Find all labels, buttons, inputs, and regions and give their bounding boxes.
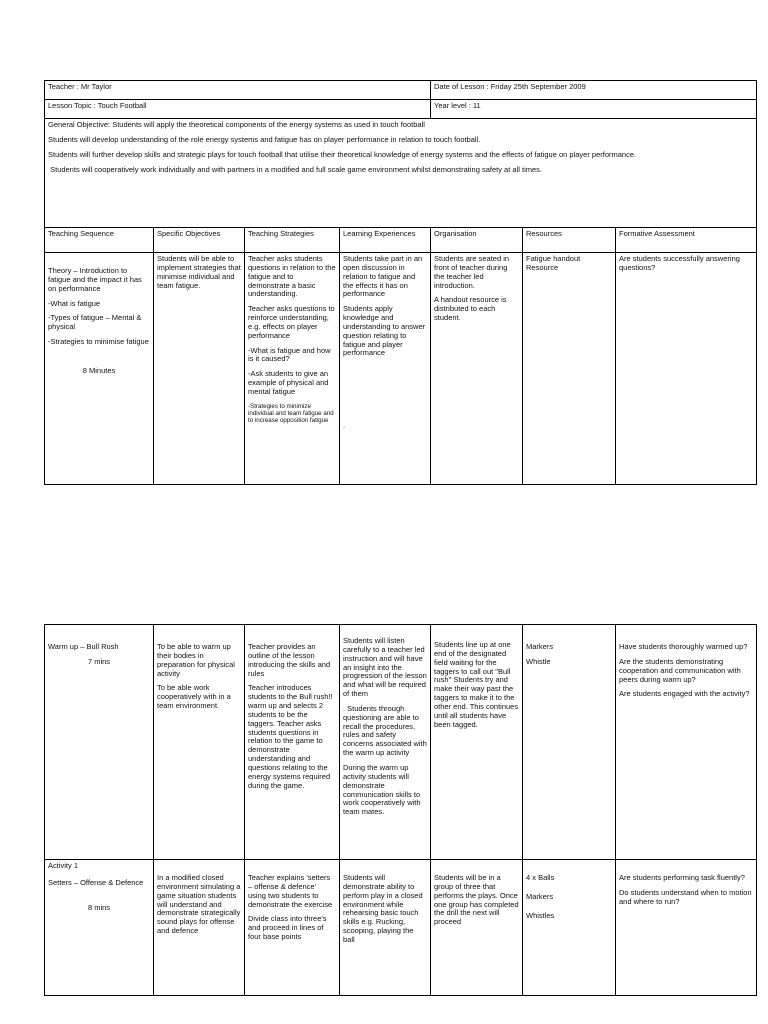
activity1-resources-cell (523, 860, 616, 996)
theory-types-of-fatigue: -Types of fatigue – Mental & physical (48, 313, 142, 332)
lesson-date-cell: Date of Lesson : Friday 25th September 2009 (431, 81, 757, 100)
warmup-learning-cell (340, 625, 431, 860)
theory-resources-cell: Fatigue handout Resource (523, 253, 616, 485)
theory-learning-cell (340, 253, 431, 485)
col-header-formative-assessment: Formative Assessment (616, 228, 757, 253)
table-row-theory (45, 253, 757, 485)
activity1-organisation-cell (431, 860, 523, 996)
warmup-strategy-1: Teacher provides an outline of the lesson introducing the skills and rules (248, 642, 331, 678)
teacher-cell: Teacher : Mr Taylor (45, 81, 431, 100)
warmup-sequence-cell (45, 625, 154, 860)
warmup-strategy-2: Teacher introduces students to the Bull rush!! warm up and selects 2 students to be the taggers. Teacher asks students questions in relation to the game to demonstrate understanding and questions relating to the energy systems required during the game. (248, 683, 333, 790)
col-header-teaching-sequence: Teaching Sequence (45, 228, 154, 253)
warmup-assessment-3: Are students engaged with the activity? (619, 689, 750, 699)
general-objective: General Objective: Students will apply the theoretical components of the energy systems as used in touch football (48, 120, 425, 129)
lesson-topic-cell: Lesson Topic : Touch Football (45, 100, 431, 119)
col-header-specific-objectives: Specific Objectives (154, 228, 245, 253)
year-level-cell: Year level : 11 (431, 100, 757, 119)
objectives-cell (45, 119, 757, 228)
warmup-learning-3: During the warm up activity students will demonstrate communication skills to work cooperatively with team mates. (343, 762, 421, 817)
activity1-assessment-cell (616, 860, 757, 996)
activity1-objective: In a modified closed environment simulating a game situation students will understand and demonstrate strategically sound plays for offense and defence (157, 873, 241, 936)
theory-what-is-fatigue: -What is fatigue (48, 298, 101, 308)
warmup-resources-cell (523, 625, 616, 860)
activity1-resource-balls: 4 x Balls (526, 873, 555, 882)
column-header-row (45, 228, 757, 253)
theory-strategy-1: Teacher asks students questions in relation to the fatigue and to demonstrate a basic understanding. (248, 254, 336, 299)
theory-strategy-2: Teacher asks questions to reinforce understanding, e.g. effects on player performance (248, 304, 335, 340)
theory-strategy-3: -What is fatigue and how is it caused? (248, 345, 331, 364)
objective-4: Students will cooperatively work individually and with partners in a modified and full scale game environment whilst demonstrating safety at all times. (48, 164, 542, 174)
theory-organisation-1: Students are seated in front of teacher during the teacher led introduction. (434, 254, 510, 290)
warmup-learning-2: . Students through questioning are able to recall the procedures, rules and safety concerns associated with the warm up activity (343, 703, 427, 758)
theory-strategy-5: -Strategies to minimize individual and team fatigue and to increase opposition fatigue (248, 402, 334, 425)
activity1-organisation: Students will be in a group of three that performs the plays. Once one group has completed the drill the next will proceed (434, 873, 519, 927)
theory-duration: 8 Minutes (82, 365, 116, 375)
theory-organisation-2: A handout resource is distributed to each student. (434, 295, 507, 323)
lesson-plan-table-page-2 (44, 624, 757, 996)
activity1-objectives-cell (154, 860, 245, 996)
activity1-learning-cell (340, 860, 431, 996)
activity1-sequence-cell (45, 860, 154, 996)
warmup-objective-1: To be able to warm up their bodies in preparation for physical activity (157, 642, 235, 678)
theory-strategy-4: -Ask students to give an example of physical and mental fatigue (248, 369, 329, 396)
theory-sequence-cell (45, 253, 154, 485)
col-header-resources: Resources (523, 228, 616, 253)
col-header-learning-experiences: Learning Experiences (340, 228, 431, 253)
objective-2: Students will develop understanding of the role energy systems and fatigue has on player performance in relation to touch football. (48, 134, 481, 144)
activity1-learning: Students will demonstrate ability to perform play in a closed environment while rehearsing basic touch skills e.g. Rucking, scooping, playing the ball (343, 873, 423, 944)
warmup-organisation-cell (431, 625, 523, 860)
table-row-warm-up (45, 625, 757, 860)
theory-strategies: -Strategies to minimise fatigue (48, 337, 149, 347)
activity1-strategy-2: Divide class into three's and proceed in lines of four base points (248, 914, 327, 942)
warmup-sequence-text: Warm up – Bull Rush (48, 642, 119, 651)
header-row-1 (45, 81, 757, 100)
activity1-label: Activity 1 (48, 861, 79, 870)
activity1-resource-markers: Markers (526, 891, 554, 901)
activity1-assessment-2: Do students understand when to motion and where to run? (619, 887, 752, 906)
warmup-assessment-1: Have students thoroughly warmed up? (619, 642, 748, 651)
theory-learning-1: Students take part in an open discussion in relation to fatigue and the effects it has on performance (343, 254, 423, 299)
lesson-plan-table-page-1 (44, 80, 757, 485)
theory-assessment-cell: Are students successfully answering questions? (616, 253, 757, 485)
warmup-assessment-2: Are the students demonstrating cooperation and communication with peers during warm up? (619, 656, 741, 684)
theory-organisation-cell (431, 253, 523, 485)
theory-learning-dot: . (343, 421, 346, 431)
warmup-learning-1: Students will listen carefully to a teacher led instruction and will have an insight into the progression of the lesson and what will be required of them (343, 636, 427, 699)
activity1-duration: 8 mins (87, 902, 111, 912)
theory-sequence-text: Theory – Introduction to fatigue and the impact it has on performance (48, 266, 142, 293)
objective-3: Students will further develop skills and strategic plays for touch football that utilise their theoretical knowledge of energy systems and the effects of fatigue on player performance. (48, 149, 637, 159)
warmup-objectives-cell (154, 625, 245, 860)
table-row-activity-1 (45, 860, 757, 996)
warmup-resource-markers: Markers (526, 642, 554, 651)
col-header-teaching-strategies: Teaching Strategies (245, 228, 340, 253)
warmup-organisation-text: Students line up at one end of the designated field waiting for the taggers to call out "Bull rush" Students try and make their way past the taggers to make it to the other end. This continues until all students have been tagged. (434, 640, 519, 729)
warmup-strategies-cell (245, 625, 340, 860)
activity1-strategies-cell (245, 860, 340, 996)
objectives-row (45, 119, 757, 228)
activity1-resource-whistles: Whistles (526, 910, 555, 920)
activity1-sequence-text: Setters – Offense & Defence (48, 877, 144, 887)
activity1-strategy-1: Teacher explains 'setters – offense & defence' using two students to demonstrate the exercise (248, 873, 333, 909)
theory-strategies-cell (245, 253, 340, 485)
col-header-organisation: Organisation (431, 228, 523, 253)
warmup-objective-2: To be able work cooperatively with in a team environment. (157, 683, 231, 711)
theory-objectives-cell: Students will be able to implement strategies that minimise individual and team fatigue. (154, 253, 245, 485)
warmup-duration: 7 mins (87, 656, 111, 666)
theory-learning-2: Students apply knowledge and understanding to answer question relating to fatigue and player performance (343, 304, 426, 358)
warmup-resource-whistle: Whistle (526, 656, 551, 666)
warmup-assessment-cell (616, 625, 757, 860)
header-row-2 (45, 100, 757, 119)
activity1-assessment-1: Are students performing task fluently? (619, 873, 745, 882)
